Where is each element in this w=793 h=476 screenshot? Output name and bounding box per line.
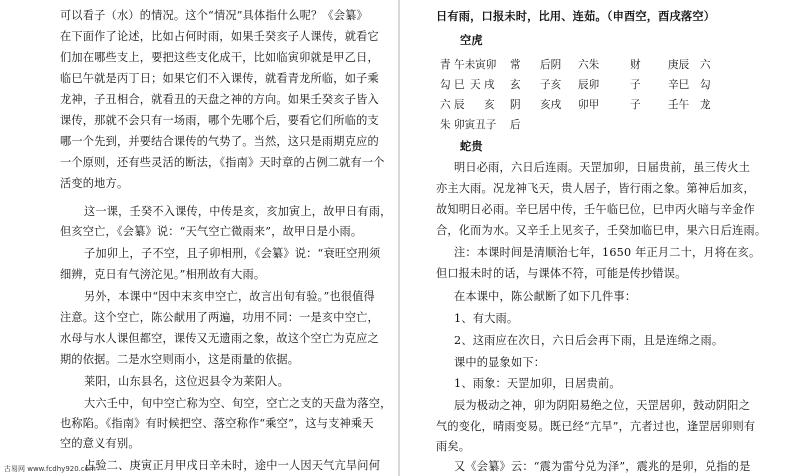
grid-cell: 巳 xyxy=(454,79,465,91)
text-line: 这一课，壬癸不入课传，中传是亥，亥加寅上，故甲日有雨， xyxy=(84,205,392,218)
grid-cell: 庚辰 xyxy=(668,59,690,71)
grid-cell: 戌 xyxy=(484,79,495,91)
text-line: 活变的地方。 xyxy=(60,177,129,190)
header-line: 日有雨，口报未时，比用、连茹。（申酉空，酉戌落空） xyxy=(436,9,716,23)
text-line: 另外，本课中“因中末亥申空亡，故言出旬有验。”也很值得 xyxy=(84,290,375,303)
section-label: 空虎 xyxy=(460,33,483,47)
grid-cell: 后阴 xyxy=(540,59,562,71)
right-page xyxy=(400,0,793,476)
grid-cell: 亥戌 xyxy=(540,99,562,111)
text-line: 2、这雨应在次日，六日后会再下雨，且是连绵之雨。 xyxy=(454,334,724,347)
grid-cell: 辛巳 xyxy=(668,79,690,91)
grid-cell: 六朱 xyxy=(578,59,600,71)
grid-cell: 龙 xyxy=(700,99,711,111)
grid-cell: 壬午 xyxy=(668,99,690,111)
grid-cell: 卯甲 xyxy=(578,99,600,111)
text-line: 合，化而为水。又辛壬上见亥子，壬癸加临巳申，果六日后连雨。 xyxy=(436,224,767,237)
grid-cell: 亥 xyxy=(484,99,495,111)
grid-cell: 午未寅卯 xyxy=(454,59,497,71)
text-line: 辰为极动之神，卯为阴阳易绝之位，天罡居卯，鼓动阴阳之 xyxy=(454,399,751,412)
text-line: 又《会纂》云：“震为雷兮兑为泽”，震兆的是卯，兑指的是 xyxy=(454,460,751,473)
grid-cell: 天 xyxy=(470,79,481,91)
text-line: 1、有大雨。 xyxy=(454,312,519,325)
text-line: 临巳午就是丙丁日；如果它们不入课传，就看青龙所临，如子乘 xyxy=(60,72,379,85)
text-line: 龙神，子丑相合，就看丑的天盘之神的方向。如果壬癸亥子皆入 xyxy=(60,93,379,106)
text-line: 水母与水人课但都空，课传又无遗雨之象，故这个空亡为克应之 xyxy=(60,332,379,345)
text-line: 课中的显象如下： xyxy=(454,356,546,369)
text-line: 哪一个先到，并要结合课传的气势了。当然，这只是雨期克应的 xyxy=(60,135,379,148)
text-line: 亦主大雨。况龙神飞天，贵人居子，皆行雨之象。第神后加亥， xyxy=(436,182,755,195)
grid-cell: 子 xyxy=(630,79,641,91)
text-line: 注意。这个空亡，陈公献用了两遍，功用不同：一是亥中空亡， xyxy=(60,311,379,324)
text-line: 在下面作了论述，比如占何时雨，如果壬癸亥子人课传，就看它 xyxy=(60,30,379,43)
text-line: 们加在哪些支上，要把这些支化成干，比如临寅卯就是甲乙日， xyxy=(60,51,379,64)
text-line: 子加卯上，子不空，且子卯相刑，《会纂》说：“衰旺空刑须 xyxy=(84,247,381,260)
text-line: 占验二、庚寅正月甲戌日辛未时，途中一人因天气亢旱问何 xyxy=(84,459,381,472)
text-line: 课传，那就不会只有一场雨，哪个先哪个后，要看它们所临的支 xyxy=(60,114,379,127)
grid-cell: 财 xyxy=(630,59,641,71)
text-line: 莱阳，山东县名，这位迟县令为莱阳人。 xyxy=(84,375,289,388)
text-line: 期的依据。二是水空则雨小，这是雨量的依据。 xyxy=(60,353,300,366)
grid-cell: 六 xyxy=(700,59,711,71)
text-line: 大六壬中，旬中空亡称为空、旬空，空亡之支的天盘为落空， xyxy=(84,397,392,410)
section-label: 蛇贵 xyxy=(460,139,483,153)
grid-cell: 子 xyxy=(630,99,641,111)
text-line: 但亥空亡，《会纂》说：“天气空亡微雨来”，故甲日是小雨。 xyxy=(60,225,363,238)
grid-cell: 辰 xyxy=(454,99,465,111)
text-line: 在本课中，陈公献断了如下几件事： xyxy=(454,290,637,303)
text-line: 雨矣。 xyxy=(436,440,471,453)
grid-cell: 青 xyxy=(440,59,451,71)
grid-cell: 辰卯 xyxy=(578,79,600,91)
grid-cell: 六 xyxy=(440,99,451,111)
grid-cell: 卯寅丑子 xyxy=(454,119,497,131)
text-line: 气的变化，晴雨变易。既已经“亢旱”，亢者过也，逢罡居卯则有 xyxy=(436,420,756,433)
text-line: 可以看子（水）的情况。这个“情况”具体指什么呢？《会纂》 xyxy=(60,9,368,22)
grid-cell: 子亥 xyxy=(540,79,562,91)
text-line: 细辨，克日有气滂沱见。”相刑故有大雨。 xyxy=(60,268,266,281)
grid-cell: 勾 xyxy=(700,79,711,91)
text-line: 空的意义有别。 xyxy=(60,437,140,450)
text-line: 1、雨象：天罡加卯，日居贵前。 xyxy=(454,377,621,390)
text-line: 注：本课时间是清顺治七年，1650 年正月二十，月将在亥。 xyxy=(454,246,761,259)
grid-cell: 常 xyxy=(510,59,521,71)
grid-cell: 后 xyxy=(510,119,521,131)
text-line: 也称陷。《指南》有时候把空、落空称作“乘空”，这与支神乘天 xyxy=(60,417,374,430)
text-line: 但口报未时的话，与课体不符，可能是传抄错误。 xyxy=(436,267,687,280)
text-line: 一个原则，还有些灵活的断法，《指南》天时章的占例二就有一个 xyxy=(60,156,385,169)
text-line: 故知明日必雨。辛巳居中传，壬午临巳位，巳申丙火暗与辛金作 xyxy=(436,203,755,216)
grid-cell: 玄 xyxy=(510,79,521,91)
grid-cell: 勾 xyxy=(440,79,451,91)
grid-cell: 朱 xyxy=(440,119,451,131)
grid-cell: 阴 xyxy=(510,99,521,111)
watermark: 古易网 www.fcdhy920.com xyxy=(4,465,96,473)
text-line: 明日必雨，六日后连雨。天罡加卯，日届贵前，虽三传火土 xyxy=(454,161,751,174)
